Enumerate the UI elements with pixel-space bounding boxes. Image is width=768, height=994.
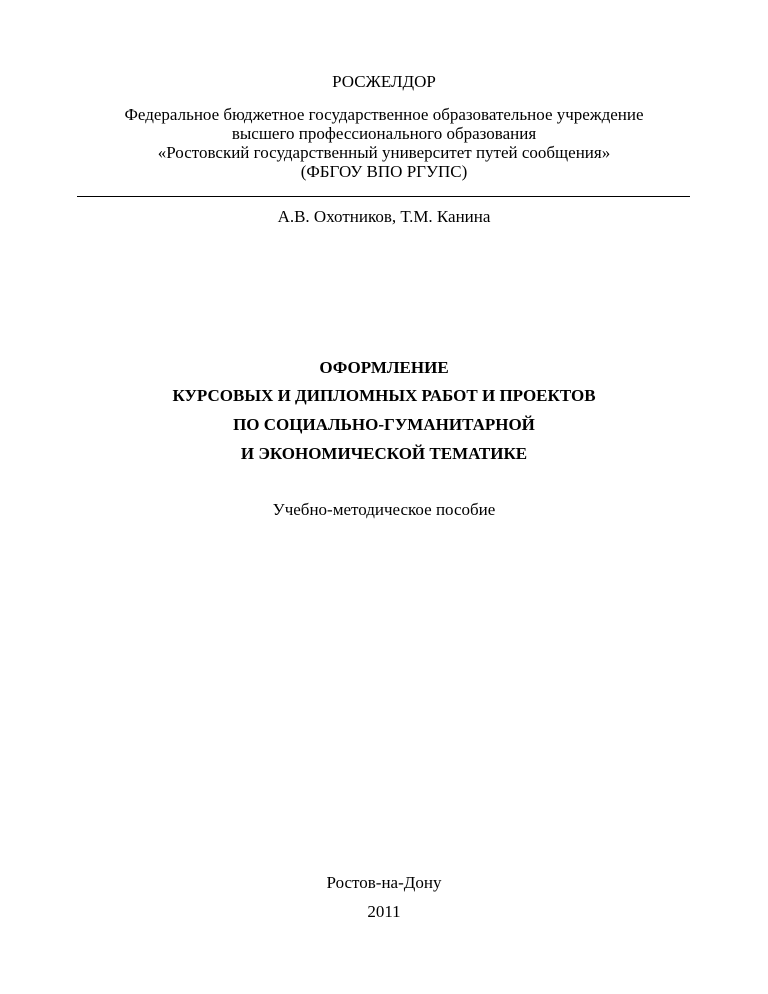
document-title-line: КУРСОВЫХ И ДИПЛОМНЫХ РАБОТ И ПРОЕКТОВ	[172, 386, 596, 405]
institution-line: «Ростовский государственный университет путей сообщения»	[157, 143, 611, 162]
institution-line: (ФБГОУ ВПО РГУПС)	[300, 162, 468, 181]
authors: А.В. Охотников, Т.М. Канина	[277, 207, 491, 226]
institution-line: высшего профессионального образования	[231, 124, 537, 143]
publication-city: Ростов-на-Дону	[326, 873, 442, 892]
document-title-line: ОФОРМЛЕНИЕ	[319, 358, 449, 377]
header-divider	[77, 196, 690, 197]
document-title-line: И ЭКОНОМИЧЕСКОЙ ТЕМАТИКЕ	[240, 444, 528, 463]
publication-year: 2011	[367, 902, 401, 921]
document-title-line: ПО СОЦИАЛЬНО-ГУМАНИТАРНОЙ	[233, 415, 535, 434]
institution-line: Федеральное бюджетное государственное образовательное учреждение	[124, 105, 644, 124]
agency-name: РОСЖЕЛДОР	[332, 72, 436, 91]
document-subtitle: Учебно-методическое пособие	[272, 500, 496, 519]
